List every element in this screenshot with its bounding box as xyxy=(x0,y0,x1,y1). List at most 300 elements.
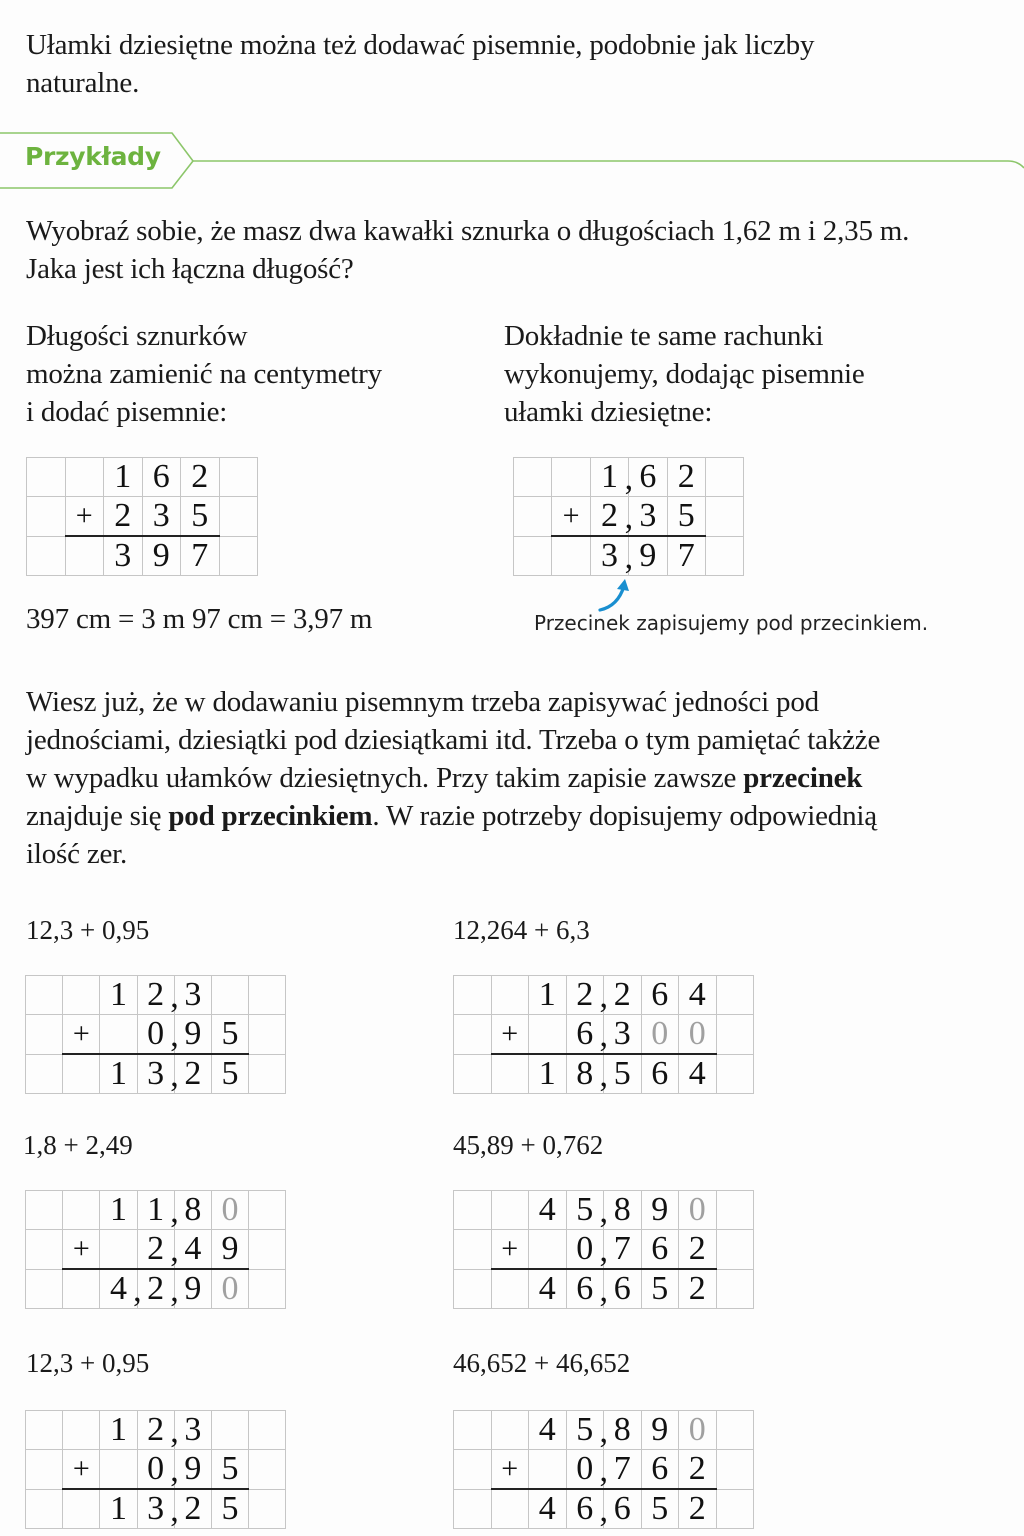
grid-cell xyxy=(529,1015,567,1055)
grid-cell xyxy=(679,1269,717,1309)
decimal-comma: , xyxy=(599,1272,608,1309)
grid-cell xyxy=(716,1489,754,1529)
digit: 1 xyxy=(114,458,132,495)
grid-cell xyxy=(63,1191,100,1230)
grid-cell xyxy=(137,1015,179,1055)
grid-cell xyxy=(26,1191,63,1230)
grid-cell xyxy=(26,1015,63,1055)
grid-cell xyxy=(514,497,552,537)
grid-cell xyxy=(641,976,679,1015)
digit: 5 xyxy=(677,497,695,534)
grid-cell xyxy=(454,1191,492,1230)
column-addition-grid-ex1 xyxy=(25,975,286,1094)
grid-cell xyxy=(529,1230,567,1270)
digit: 0 xyxy=(576,1450,594,1487)
grid-cell xyxy=(629,458,667,497)
example-expression: 46,652 + 46,652 xyxy=(453,1348,631,1378)
example-expression: 12,264 + 6,3 xyxy=(453,915,590,945)
grid-cell xyxy=(27,458,66,497)
digit: 4 xyxy=(184,1230,202,1267)
digit: 6 xyxy=(576,1270,594,1307)
grid-cell xyxy=(529,1054,567,1094)
digit: 8 xyxy=(184,1191,202,1228)
grid-cell xyxy=(604,1191,642,1230)
rule-text: znajduje się xyxy=(26,800,169,832)
grid-cell xyxy=(249,1269,286,1309)
digit: 2 xyxy=(688,1230,706,1267)
column-addition-grid-ex5 xyxy=(25,1410,286,1529)
grid-cell xyxy=(137,1191,179,1230)
result-row xyxy=(26,1489,286,1529)
grid-cell xyxy=(142,458,181,497)
decimal-comma: , xyxy=(170,1413,179,1450)
digit: 3 xyxy=(600,537,618,574)
addend-row xyxy=(454,1411,754,1450)
grid-cell xyxy=(590,497,634,537)
grid-cell xyxy=(249,1191,286,1230)
grid-cell xyxy=(604,1230,642,1270)
grid-cell xyxy=(63,1054,100,1094)
left-line: można zamienić na centymetry xyxy=(26,358,382,390)
addend-row xyxy=(26,1191,286,1230)
grid-cell xyxy=(181,497,220,537)
decimal-comma: , xyxy=(170,1492,179,1529)
rule-line xyxy=(26,797,1016,835)
grid-cell xyxy=(211,1191,248,1230)
grid-cell xyxy=(514,458,552,497)
decimal-comma: , xyxy=(170,1017,179,1054)
grid-cell xyxy=(63,1489,100,1529)
grid-cell xyxy=(491,1269,529,1309)
grid-cell xyxy=(716,1054,754,1094)
column-addition-grid-ex3 xyxy=(25,1190,286,1309)
decimal-comma: , xyxy=(170,1272,179,1309)
left-line: Długości sznurków xyxy=(26,320,248,352)
digit: 7 xyxy=(613,1450,631,1487)
right-line: ułamki dziesiętne: xyxy=(504,396,713,428)
grid-cell xyxy=(65,497,104,537)
grid-cell xyxy=(137,1054,179,1094)
decimal-comma: , xyxy=(599,1193,608,1230)
digit: 6 xyxy=(651,1450,669,1487)
grid-cell xyxy=(641,1269,679,1309)
grid-cell xyxy=(219,497,258,537)
grid-cell xyxy=(679,1230,717,1270)
grid-cell xyxy=(26,1054,63,1094)
grid-cell xyxy=(249,1489,286,1529)
grid-cell xyxy=(566,1450,608,1490)
grid-cell xyxy=(174,1489,211,1529)
grid-cell xyxy=(667,536,705,576)
digit: 2 xyxy=(114,497,132,534)
digit: 6 xyxy=(152,458,170,495)
grid-cell xyxy=(641,1489,679,1529)
digit: 8 xyxy=(613,1191,631,1228)
digit: 7 xyxy=(191,537,209,574)
plus-sign: + xyxy=(75,499,93,532)
plus-sign: + xyxy=(72,1452,90,1485)
example-expression: 12,3 + 0,95 xyxy=(26,1348,150,1378)
bold-term: pod przecinkiem xyxy=(168,800,373,832)
grid-cell xyxy=(249,1230,286,1270)
rule-line xyxy=(26,835,1016,873)
digit: 9 xyxy=(651,1411,669,1448)
addend-row xyxy=(26,976,286,1015)
grid-cell xyxy=(552,497,590,537)
grid-cell xyxy=(529,1191,567,1230)
grid-cell xyxy=(604,976,642,1015)
digit: 1 xyxy=(109,1055,127,1092)
digit: 4 xyxy=(538,1270,556,1307)
grid-cell xyxy=(249,1015,286,1055)
grid-cell xyxy=(137,1411,179,1450)
digit: 5 xyxy=(651,1270,669,1307)
plus-sign: + xyxy=(562,499,580,532)
grid-cell xyxy=(174,976,211,1015)
grid-cell xyxy=(211,1489,248,1529)
digit: 3 xyxy=(147,1055,165,1092)
problem-statement xyxy=(26,212,1016,288)
grid-cell xyxy=(63,1269,100,1309)
rule-text: jednościami, dziesiątki pod dziesiątkami itd. Trzeba o tym pamiętać takżże xyxy=(26,724,881,756)
digit: 5 xyxy=(613,1055,631,1092)
grid-cell xyxy=(211,1054,248,1094)
digit: 5 xyxy=(576,1191,594,1228)
decimal-comma: , xyxy=(599,1232,608,1269)
decimal-comma: , xyxy=(599,1413,608,1450)
padding-zero: 0 xyxy=(221,1270,239,1307)
grid-cell xyxy=(104,497,143,537)
digit: 3 xyxy=(184,976,202,1013)
digit: 2 xyxy=(576,976,594,1013)
digit: 6 xyxy=(613,1490,631,1527)
grid-cell xyxy=(566,976,608,1015)
digit: 5 xyxy=(221,1015,239,1052)
grid-cell xyxy=(491,1450,529,1490)
decimal-comma: , xyxy=(599,1492,608,1529)
grid-cell xyxy=(26,1450,63,1490)
grid-cell xyxy=(100,1450,137,1490)
decimal-comma: , xyxy=(624,499,634,536)
digit: 6 xyxy=(651,1230,669,1267)
grid-cell xyxy=(529,1489,567,1529)
grid-cell xyxy=(26,1230,63,1270)
rule-line xyxy=(26,683,1016,721)
grid-cell xyxy=(27,536,66,576)
grid-cell xyxy=(454,1489,492,1529)
digit: 2 xyxy=(688,1270,706,1307)
grid-cell xyxy=(211,1450,248,1490)
digit: 1 xyxy=(538,1055,556,1092)
grid-cell xyxy=(491,976,529,1015)
plus-sign: + xyxy=(501,1452,519,1485)
grid-cell xyxy=(629,497,667,537)
plus-sign: + xyxy=(72,1232,90,1265)
rule-line xyxy=(26,759,1016,797)
example-expression: 45,89 + 0,762 xyxy=(453,1130,604,1160)
grid-cell xyxy=(679,1015,717,1055)
digit: 2 xyxy=(184,1055,202,1092)
grid-cell xyxy=(716,1450,754,1490)
digit: 1 xyxy=(109,1490,127,1527)
grid-cell xyxy=(705,458,743,497)
grid-cell xyxy=(100,1015,137,1055)
grid-cell xyxy=(716,976,754,1015)
rule-text: ilość zer. xyxy=(26,838,128,870)
grid-cell xyxy=(142,497,181,537)
decimal-comma: , xyxy=(624,539,634,576)
grid-cell xyxy=(716,1269,754,1309)
grid-cell xyxy=(63,1230,100,1270)
digit: 2 xyxy=(688,1490,706,1527)
grid-cell xyxy=(641,1230,679,1270)
grid-cell xyxy=(604,1450,642,1490)
grid-cell xyxy=(26,1411,63,1450)
digit: 1 xyxy=(109,1411,127,1448)
example-expression: 12,3 + 0,95 xyxy=(26,915,150,945)
digit: 9 xyxy=(184,1015,202,1052)
digit: 0 xyxy=(576,1230,594,1267)
grid-cell xyxy=(491,1411,529,1450)
grid-cell xyxy=(604,1054,642,1094)
grid-cell xyxy=(249,976,286,1015)
problem-line: Wyobraź sobie, że masz dwa kawałki sznurka o długościach 1,62 m i 2,35 m. xyxy=(26,215,910,247)
grid-cell xyxy=(716,1411,754,1450)
digit: 1 xyxy=(109,1191,127,1228)
padding-zero: 0 xyxy=(688,1411,706,1448)
grid-cell xyxy=(26,1269,63,1309)
grid-cell xyxy=(65,536,104,576)
rule-line xyxy=(26,721,1016,759)
grid-cell xyxy=(566,1015,608,1055)
grid-cell xyxy=(566,1230,608,1270)
digit: 2 xyxy=(688,1450,706,1487)
decimal-comma: , xyxy=(170,1232,179,1269)
bold-term: przecinek xyxy=(743,762,863,794)
grid-cell xyxy=(679,1054,717,1094)
grid-cell xyxy=(491,1191,529,1230)
digit: 1 xyxy=(147,1191,165,1228)
grid-cell xyxy=(137,1450,179,1490)
grid-cell xyxy=(454,1230,492,1270)
digit: 2 xyxy=(147,1270,165,1307)
decimal-comma: , xyxy=(170,1193,179,1230)
grid-cell xyxy=(705,497,743,537)
addend-row xyxy=(26,1015,286,1055)
addend-row xyxy=(26,1450,286,1490)
digit: 6 xyxy=(576,1490,594,1527)
digit: 9 xyxy=(651,1191,669,1228)
digit: 3 xyxy=(613,1015,631,1052)
grid-cell xyxy=(454,1411,492,1450)
grid-cell xyxy=(454,976,492,1015)
digit: 2 xyxy=(147,1230,165,1267)
grid-cell xyxy=(590,458,634,497)
digit: 2 xyxy=(600,497,618,534)
grid-cell xyxy=(552,458,590,497)
result-row xyxy=(26,1054,286,1094)
grid-cell xyxy=(137,1230,179,1270)
digit: 1 xyxy=(600,458,618,495)
addend-row xyxy=(514,497,744,537)
digit: 3 xyxy=(114,537,132,574)
digit: 6 xyxy=(651,976,669,1013)
grid-cell xyxy=(667,497,705,537)
grid-cell xyxy=(219,536,258,576)
result-row xyxy=(26,1269,286,1309)
digit: 3 xyxy=(639,497,657,534)
digit: 5 xyxy=(576,1411,594,1448)
result-row xyxy=(514,536,744,576)
plus-sign: + xyxy=(72,1017,90,1050)
right-column-text xyxy=(504,317,984,431)
addend-row xyxy=(454,976,754,1015)
grid-cell xyxy=(641,1015,679,1055)
digit: 6 xyxy=(639,458,657,495)
grid-cell xyxy=(604,1489,642,1529)
grid-cell xyxy=(211,976,248,1015)
grid-cell xyxy=(104,536,143,576)
addend-row xyxy=(454,1230,754,1270)
digit: 5 xyxy=(651,1490,669,1527)
section-title: Przykłady xyxy=(25,142,161,171)
digit: 4 xyxy=(688,976,706,1013)
grid-cell xyxy=(174,1191,211,1230)
grid-cell xyxy=(137,976,179,1015)
grid-cell xyxy=(491,1015,529,1055)
grid-cell xyxy=(100,1269,142,1309)
digit: 0 xyxy=(147,1450,165,1487)
grid-cell xyxy=(529,976,567,1015)
grid-cell xyxy=(552,536,590,576)
rule-text: Wiesz już, że w dodawaniu pisemnym trzeba zapisywać jedności pod xyxy=(26,686,819,718)
addend-row xyxy=(27,497,258,537)
digit: 4 xyxy=(109,1270,127,1307)
grid-cell xyxy=(514,536,552,576)
left-line: i dodać pisemnie: xyxy=(26,396,228,428)
digit: 1 xyxy=(109,976,127,1013)
grid-cell xyxy=(679,976,717,1015)
digit: 9 xyxy=(639,537,657,574)
grid-cell xyxy=(679,1191,717,1230)
decimal-comma: , xyxy=(170,1452,179,1489)
grid-cell xyxy=(716,1191,754,1230)
grid-cell xyxy=(679,1411,717,1450)
rule-text: w wypadku ułamków dziesiętnych. Przy takim zapisie zawsze xyxy=(26,762,744,794)
rule-paragraph xyxy=(26,683,1016,873)
grid-cell xyxy=(454,1054,492,1094)
grid-cell xyxy=(63,1450,100,1490)
grid-cell xyxy=(174,1015,211,1055)
example-expression: 1,8 + 2,49 xyxy=(23,1130,133,1160)
digit: 2 xyxy=(147,976,165,1013)
grid-cell xyxy=(566,1191,608,1230)
grid-cell xyxy=(174,1450,211,1490)
addend-row xyxy=(27,458,258,497)
grid-cell xyxy=(142,536,181,576)
digit: 2 xyxy=(613,976,631,1013)
digit: 4 xyxy=(538,1490,556,1527)
grid-cell xyxy=(100,976,137,1015)
digit: 2 xyxy=(184,1490,202,1527)
conversion-equation: 397 cm = 3 m 97 cm = 3,97 m xyxy=(26,603,373,635)
decimal-comma: , xyxy=(133,1272,142,1309)
padding-zero: 0 xyxy=(688,1015,706,1052)
column-addition-grid-cm-sum xyxy=(26,457,258,576)
grid-cell xyxy=(137,1489,179,1529)
digit: 7 xyxy=(677,537,695,574)
digit: 1 xyxy=(538,976,556,1013)
grid-cell xyxy=(566,1489,608,1529)
digit: 4 xyxy=(538,1411,556,1448)
intro-line: naturalne. xyxy=(26,67,140,99)
digit: 6 xyxy=(576,1015,594,1052)
digit: 3 xyxy=(152,497,170,534)
result-row xyxy=(454,1054,754,1094)
grid-cell xyxy=(529,1411,567,1450)
right-line: Dokładnie te same rachunki xyxy=(504,320,824,352)
digit: 2 xyxy=(147,1411,165,1448)
column-addition-grid-ex2 xyxy=(453,975,754,1094)
grid-cell xyxy=(566,1269,608,1309)
digit: 8 xyxy=(613,1411,631,1448)
digit: 5 xyxy=(221,1450,239,1487)
result-row xyxy=(454,1489,754,1529)
digit: 9 xyxy=(184,1270,202,1307)
grid-cell xyxy=(63,1411,100,1450)
right-line: wykonujemy, dodając pisemnie xyxy=(504,358,865,390)
grid-cell xyxy=(211,1015,248,1055)
digit: 5 xyxy=(221,1490,239,1527)
grid-cell xyxy=(249,1054,286,1094)
addend-row xyxy=(454,1191,754,1230)
grid-cell xyxy=(641,1450,679,1490)
grid-cell xyxy=(174,1269,211,1309)
grid-cell xyxy=(454,1450,492,1490)
grid-cell xyxy=(100,1054,137,1094)
grid-cell xyxy=(641,1054,679,1094)
grid-cell xyxy=(211,1230,248,1270)
digit: 4 xyxy=(688,1055,706,1092)
addend-row xyxy=(454,1450,754,1490)
digit: 3 xyxy=(147,1490,165,1527)
grid-cell xyxy=(705,536,743,576)
digit: 5 xyxy=(221,1055,239,1092)
addend-row xyxy=(514,458,744,497)
grid-cell xyxy=(181,536,220,576)
grid-cell xyxy=(174,1411,211,1450)
grid-cell xyxy=(100,1411,137,1450)
decimal-comma: , xyxy=(599,978,608,1015)
padding-zero: 0 xyxy=(688,1191,706,1228)
grid-cell xyxy=(26,1489,63,1529)
grid-cell xyxy=(491,1054,529,1094)
grid-cell xyxy=(716,1015,754,1055)
digit: 5 xyxy=(191,497,209,534)
digit: 2 xyxy=(191,458,209,495)
addend-row xyxy=(26,1411,286,1450)
grid-cell xyxy=(667,458,705,497)
digit: 7 xyxy=(613,1230,631,1267)
grid-cell xyxy=(566,1054,608,1094)
grid-cell xyxy=(529,1269,567,1309)
digit: 0 xyxy=(147,1015,165,1052)
digit: 3 xyxy=(184,1411,202,1448)
rule-text: . W razie potrzeby dopisujemy odpowiednią xyxy=(372,800,877,832)
grid-cell xyxy=(65,458,104,497)
intro-line: Ułamki dziesiętne można też dodawać pisemnie, podobnie jak liczby xyxy=(26,29,815,61)
curved-arrow-icon xyxy=(596,576,636,616)
